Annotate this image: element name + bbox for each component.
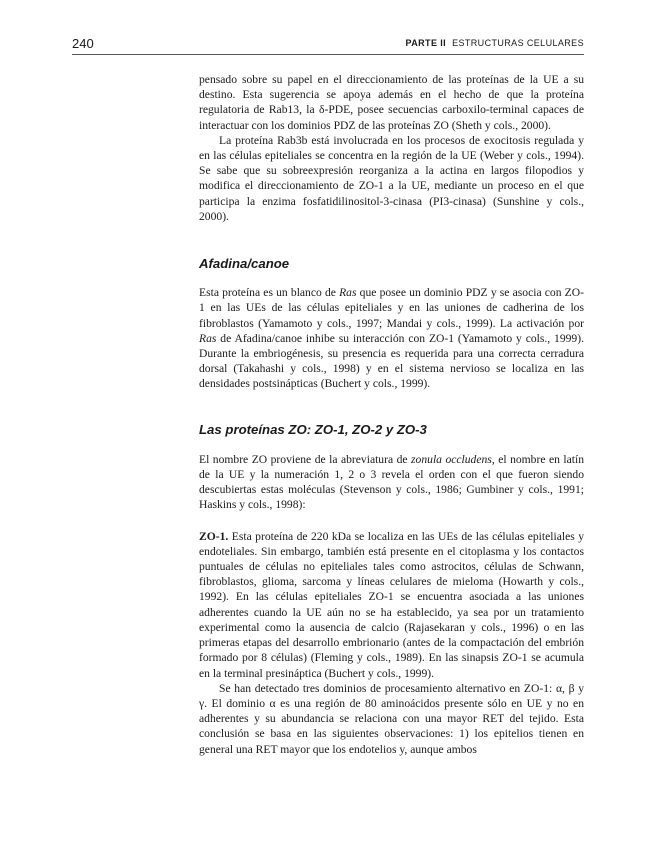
ras-term: Ras xyxy=(339,286,357,300)
running-header xyxy=(72,36,584,55)
paragraph-rab13: pensado sobre su papel en el direccionamiento de las proteínas de la UE a su destino. Esta sugerencia se apoya además en el hecho de que la proteína regulatoria de Rab13, la δ-PDE, posee secuencias carboxilo-terminal capaces de interactuar con los dominios PDZ de las proteínas ZO (Sheth y cols., 2000). xyxy=(199,73,584,132)
zonula-term: zonula occludens xyxy=(411,452,492,466)
paragraph-zo1: ZO-1. Esta proteína de 220 kDa se localiza en las UEs de las células epiteliales y endoteliales. Sin embargo, también está presente en el citoplasma y los contactos puntuales de células no epiteliales tales como astrocitos, células de Schwann, fibroblastos, glioma, sarcoma y líneas celulares de mieloma (Howarth y cols., 1992). En las células epiteliales ZO-1 se encuentra asociada a las uniones adherentes cuando la UE aún no se ha establecido, ya sea por un tratamiento experimental como la ausencia de calcio (Rajasekaran y cols., 1996) o en las primeras etapas del desarrollo embrionario (antes de la compactación del embrión formado por 8 células) (Fleming y cols., 1989). En las sinapsis ZO-1 se acumula en la terminal presináptica (Buchert y cols., 1999). xyxy=(199,529,584,680)
part-label: PARTE II xyxy=(405,38,447,48)
heading-zo-proteins: Las proteínas ZO: ZO-1, ZO-2 y ZO-3 xyxy=(199,421,427,437)
heading-afadina: Afadina/canoe xyxy=(199,256,290,272)
ras-term: Ras xyxy=(199,331,217,345)
paragraph-zo1-domains: Se han detectado tres dominios de procesamiento alternativo en ZO-1: α, β y γ. El dominio α es una región de 80 aminoácidos presente sólo en UE y no en adherentes y su abundancia se relaciona con una mayor RET del tejido. Esta conclusión se basa en las siguientes observaciones: 1) los epitelios tienen en general una RET mayor que los endotelios y, aunque ambos xyxy=(199,681,584,756)
paragraph-afadina: Esta proteína es un blanco de Ras que posee un dominio PDZ y se asocia con ZO-1 en las UEs de las células epiteliales y en las uniones de cadherina de los fibroblastos (Yamamoto y cols., 1997; Mandai y cols., 1999). La activación por Ras de Afadina/canoe inhibe su interacción con ZO-1 (Yamamoto y cols., 1999). Durante la embriogénesis, su presencia es requerida para una correcta cerradura dorsal (Takahashi y cols., 1998) y en el sistema nervioso se localiza en las densidades postsinápticas (Buchert y cols., 1999). xyxy=(199,286,584,391)
text-column xyxy=(199,72,584,757)
zo1-label: ZO-1. xyxy=(199,529,229,543)
section-label: ESTRUCTURAS CELULARES xyxy=(452,38,584,48)
paragraph-rab3b: La proteína Rab3b está involucrada en los procesos de exocitosis regulada y en las células epiteliales se concentra en la región de la UE (Weber y cols., 1994). Se sabe que su sobreexpresión reorganiza a la actina en largos filopodios y modifica el direccionamiento de ZO-1 a la UE, mediante un proceso en el que participa la enzima fosfatidilinositol-3-cinasa (PI3-cinasa) (Sunshine y cols., 2000). xyxy=(199,133,584,223)
page-number: 240 xyxy=(72,36,94,51)
section-title xyxy=(406,38,584,48)
paragraph-zo-intro: El nombre ZO proviene de la abreviatura de zonula occludens, el nombre en latín de la UE y la numeración 1, 2 o 3 revela el orden con el que fueron siendo descubiertas estas moléculas (Stevenson y cols., 1986; Gumbiner y cols., 1991; Haskins y cols., 1998): xyxy=(199,452,585,512)
